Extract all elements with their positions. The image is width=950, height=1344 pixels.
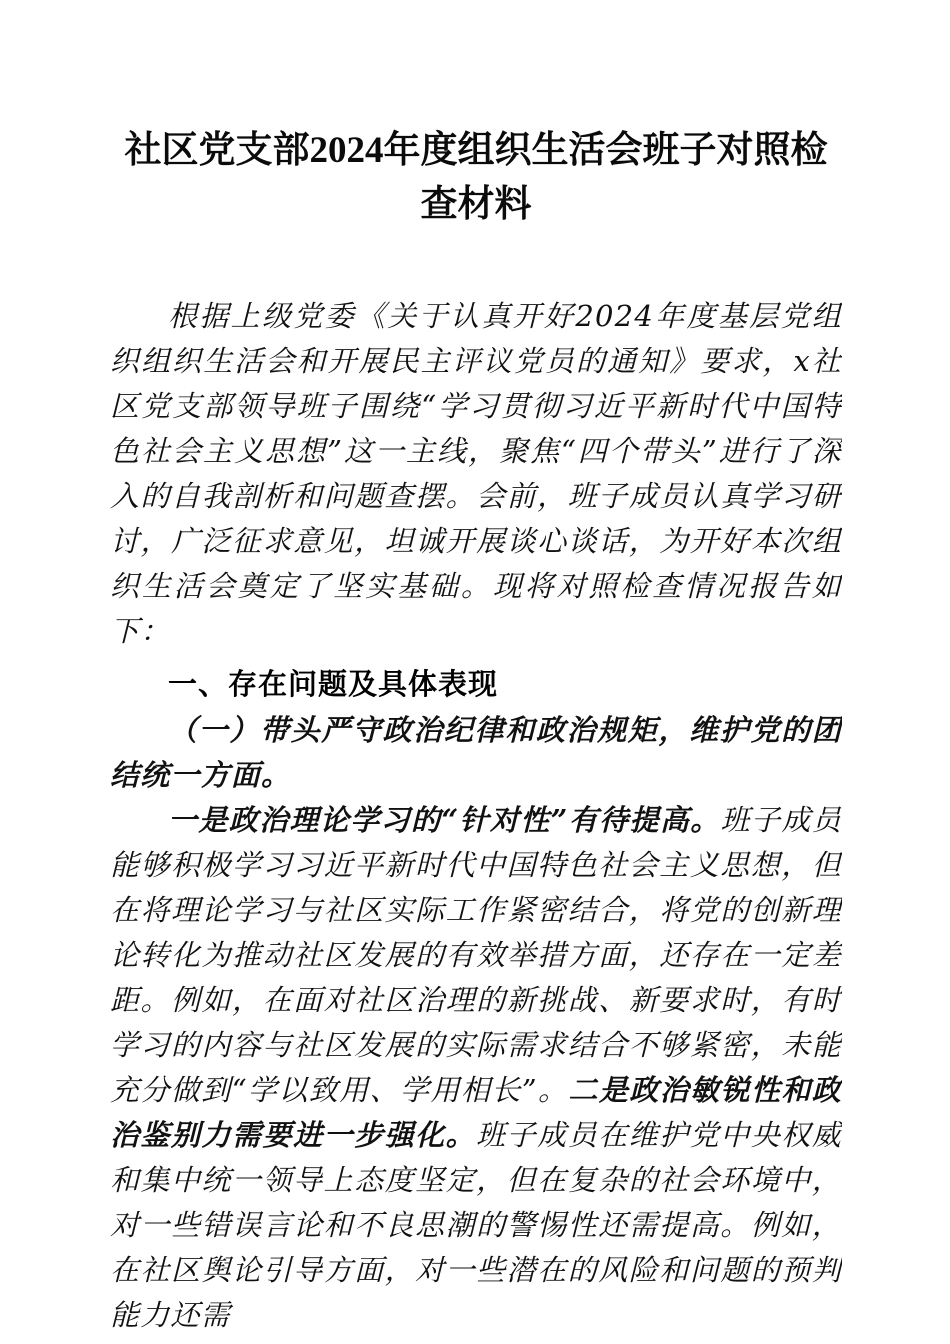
intro-paragraph: 根据上级党委《关于认真开好2024年度基层党组织组织生活会和开展民主评议党员的通知》要求，x社区党支部领导班子围绕“学习贯彻习近平新时代中国特色社会主义思想”这一主线，聚焦“四个带头”进行了深入的自我剖析和问题查摆。会前，班子成员认真学习研讨，广泛征求意见，坦诚开展谈心谈话，为开好本次组织生活会奠定了坚实基础。现将对照检查情况报告如下： <box>110 299 842 648</box>
section-heading-existing-problems: 一、存在问题及具体表现 <box>168 669 499 701</box>
problem-2-body: 班子成员在维护党中央权威和集中统一领导上态度坚定，但在复杂的社会环境中，对一些错误言论和不良思潮的警惕性还需提高。例如，在社区舆论引导方面，对一些潜在的风险和问题的预判能力还需 <box>110 1118 842 1332</box>
page-title <box>110 0 842 232</box>
problem-2-lead-in: 二是政治敏锐性和政治鉴别力需要进一步强化。 <box>110 1073 842 1152</box>
problem-1-body: 班子成员能够积极学习习近平新时代中国特色社会主义思想，但在将理论学习与社区实际工作紧密结合，将党的创新理论转化为推动社区发展的有效举措方面，还存在一定差距。例如，在面对社区治理的新挑战、新要求时，有时学习的内容与社区发展的实际需求结合不够紧密，未能充分做到“学以致用、学用相长”。 <box>110 803 842 1107</box>
problem-paragraph-1 <box>110 798 842 1338</box>
document-content <box>110 0 842 1338</box>
page-title-line-2: 查材料 <box>420 184 532 225</box>
page-title-line-1: 社区党支部2024年度组织生活会班子对照检 <box>124 130 828 171</box>
problem-1-lead-in: 一是政治理论学习的“针对性”有待提高。 <box>168 803 721 837</box>
subsection-heading-political-discipline: （一）带头严守政治纪律和政治规矩，维护党的团结统一方面。 <box>110 713 842 792</box>
